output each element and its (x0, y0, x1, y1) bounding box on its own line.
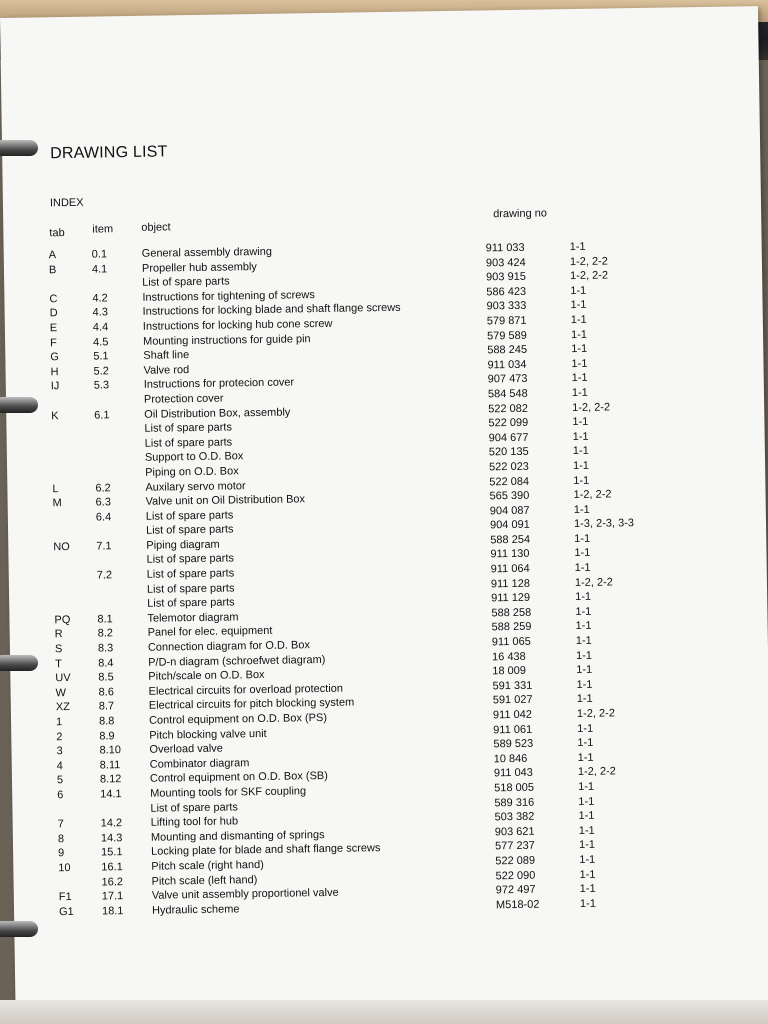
cell-sheets: 1-1 (574, 547, 591, 560)
cell-object: Instructions for protecion cover (143, 376, 295, 392)
cell-item: 6.4 (95, 511, 112, 524)
cell-sheets: 1-1 (577, 722, 594, 735)
cell-drawing-no: 565 390 (489, 489, 530, 503)
cell-item: 4.4 (92, 321, 109, 334)
cell-item: 4.5 (93, 335, 109, 349)
cell-sheets: 1-2, 2-2 (576, 707, 616, 721)
cell-item: 14.2 (100, 817, 123, 830)
cell-drawing-no: 586 423 (486, 285, 527, 299)
cell-item: 14.1 (100, 788, 122, 801)
cell-drawing-no: 903 333 (486, 300, 527, 313)
cell-sheets: 1-1 (570, 284, 587, 297)
cell-sheets: 1-1 (578, 780, 595, 793)
cell-drawing-no: 577 237 (494, 840, 535, 853)
cell-sheets: 1-2, 2-2 (577, 765, 616, 779)
cell-tab: G (50, 351, 59, 364)
cell-sheets: 1-1 (574, 561, 591, 575)
cell-tab: 5 (56, 774, 64, 787)
cell-sheets: 1-1 (575, 649, 593, 662)
cell-tab: K (51, 409, 59, 422)
cell-sheets: 1-1 (572, 415, 589, 429)
cell-item: 6.1 (94, 408, 110, 422)
cell-item: 16.2 (101, 875, 124, 889)
cell-tab: A (48, 249, 57, 262)
cell-object: List of spare parts (150, 800, 238, 815)
cell-tab: F1 (58, 891, 72, 904)
cell-sheets: 1-3, 2-3, 3-3 (573, 517, 635, 531)
cell-drawing-no: 903 621 (494, 825, 535, 839)
cell-tab: 1 (55, 716, 63, 729)
cell-item: 4.1 (91, 262, 108, 276)
cell-drawing-no: 911 061 (493, 723, 533, 736)
cell-tab: C (49, 292, 58, 306)
cell-sheets: 1-1 (577, 751, 594, 764)
cell-object: Connection diagram for O.D. Box (147, 639, 311, 654)
cell-drawing-no: 10 846 (493, 752, 528, 766)
page-title: DRAWING LIST (50, 143, 168, 163)
cell-object: Locking plate for blade and shaft flange screws (151, 842, 381, 859)
cell-tab: G1 (58, 905, 74, 918)
cell-object: Mounting instructions for guide pin (143, 332, 311, 348)
cell-item: 15.1 (101, 846, 123, 859)
cell-item: 8.6 (98, 686, 114, 699)
cell-sheets: 1-1 (578, 839, 596, 852)
cell-object: Shaft line (143, 349, 190, 362)
cell-object: Electrical circuits for overload protection (148, 682, 344, 698)
cell-drawing-no: 911 033 (485, 241, 525, 255)
cell-item: 18.1 (101, 904, 124, 918)
cell-drawing-no: 903 424 (485, 256, 526, 269)
cell-object: Propeller hub assembly (141, 260, 257, 275)
cell-tab: 7 (57, 818, 64, 831)
cell-sheets: 1-1 (575, 620, 592, 633)
cell-item: 8.4 (98, 656, 114, 670)
cell-tab: PQ (54, 613, 71, 627)
cell-object: Protection cover (143, 392, 224, 406)
cell-drawing-no: 588 258 (491, 606, 532, 620)
cell-sheets: 1-1 (577, 736, 594, 750)
cell-drawing-no: 911 130 (490, 548, 530, 561)
cell-object: Lifting tool for hub (150, 815, 239, 829)
cell-tab: UV (55, 672, 71, 685)
cell-item: 8.7 (98, 700, 115, 713)
cell-drawing-no: 520 135 (488, 446, 529, 459)
cell-sheets: 1-1 (571, 357, 588, 370)
cell-object: Auxilary servo motor (145, 479, 246, 494)
cell-sheets: 1-1 (570, 313, 587, 327)
cell-drawing-no: 518 005 (494, 781, 535, 795)
cell-object: Control equipment on O.D. Box (PS) (148, 711, 328, 727)
cell-object: Pitch scale (right hand) (151, 858, 264, 873)
cell-drawing-no: 911 042 (492, 708, 533, 722)
cell-drawing-no: 904 091 (489, 519, 530, 532)
cell-tab: 3 (56, 745, 63, 758)
cell-sheets: 1-1 (569, 240, 586, 254)
cell-drawing-no: 903 915 (486, 270, 526, 284)
cell-drawing-no: 904 087 (489, 504, 530, 518)
cell-sheets: 1-1 (578, 809, 595, 823)
cell-object: Combinator diagram (149, 756, 250, 771)
cell-object: Valve unit on Oil Distribution Box (145, 493, 306, 508)
header-tab: tab (49, 227, 65, 240)
binder-ring (0, 397, 38, 413)
cell-object: Piping on O.D. Box (145, 465, 239, 479)
cell-drawing-no: 522 099 (488, 416, 529, 430)
cell-sheets: 1-1 (570, 299, 587, 312)
cell-object: P/D-n diagram (schroefwet diagram) (148, 653, 326, 669)
cell-sheets: 1-1 (572, 445, 589, 458)
cell-item: 6.2 (95, 481, 111, 495)
cell-object: Pitch scale (left hand) (151, 873, 258, 888)
cell-drawing-no: 522 090 (495, 869, 536, 882)
cell-sheets: 1-1 (573, 474, 590, 487)
cell-sheets: 1-1 (576, 693, 593, 706)
cell-object: Valve unit assembly proportionel valve (151, 886, 339, 902)
cell-drawing-no: 588 254 (490, 533, 531, 547)
cell-sheets: 1-1 (571, 386, 588, 399)
cell-drawing-no: 911 034 (487, 358, 527, 372)
cell-drawing-no: 588 245 (487, 343, 528, 357)
cell-object: General assembly drawing (141, 245, 273, 260)
cell-sheets: 1-1 (571, 372, 588, 385)
cell-sheets: 1-2, 2-2 (572, 400, 611, 414)
cell-tab: 9 (58, 847, 65, 860)
cell-object: List of spare parts (144, 436, 233, 450)
cell-sheets: 1-1 (571, 342, 588, 356)
cell-object: Control equipment on O.D. Box (SB) (149, 770, 328, 786)
cell-tab: NO (53, 540, 70, 554)
cell-object: Overload valve (149, 742, 223, 756)
cell-tab: M (52, 497, 62, 510)
cell-object: List of spare parts (146, 582, 235, 596)
cell-item: 5.2 (93, 365, 109, 378)
cell-item: 7.2 (96, 569, 113, 582)
cell-drawing-no: 579 589 (486, 329, 527, 342)
cell-object: Panel for elec. equipment (147, 625, 273, 640)
cell-sheets: 1-1 (579, 882, 596, 896)
cell-drawing-no: 18 009 (492, 665, 527, 678)
cell-sheets: 1-1 (573, 503, 590, 516)
binder-ring (0, 655, 38, 671)
cell-item: 17.1 (101, 890, 124, 903)
cell-item: 5.3 (93, 379, 110, 392)
cell-tab: 8 (57, 832, 65, 845)
cell-drawing-no: 907 473 (487, 373, 528, 386)
document-page (0, 6, 768, 1022)
cell-tab: 10 (58, 861, 71, 875)
cell-tab: XZ (55, 701, 70, 714)
cell-drawing-no: 591 331 (492, 679, 533, 693)
cell-tab: S (54, 643, 63, 656)
cell-drawing-no: 911 065 (491, 635, 531, 649)
cell-drawing-no: 972 497 (495, 883, 536, 897)
cell-object: List of spare parts (146, 567, 235, 581)
cell-drawing-no: 911 128 (490, 577, 530, 591)
cell-object: Valve rod (143, 363, 190, 377)
cell-drawing-no: 589 316 (494, 796, 535, 809)
cell-sheets: 1-1 (579, 868, 596, 881)
cell-object: List of spare parts (142, 275, 230, 289)
cell-object: Hydraulic scheme (151, 903, 240, 917)
cell-sheets: 1-1 (576, 663, 593, 677)
cell-sheets: 1-2, 2-2 (569, 255, 608, 268)
cell-drawing-no: 522 084 (489, 475, 530, 488)
cell-object: List of spare parts (144, 421, 232, 435)
cell-sheets: 1-1 (574, 532, 591, 545)
cell-tab: H (50, 365, 59, 378)
cell-tab: R (54, 628, 63, 641)
cell-drawing-no: 16 438 (492, 650, 526, 663)
cell-tab: L (52, 482, 59, 495)
binder-ring (0, 921, 38, 937)
cell-object: List of spare parts (147, 596, 235, 611)
cell-object: Electrical circuits for pitch blocking system (148, 696, 355, 713)
cell-object: Pitch blocking valve unit (149, 727, 267, 742)
cell-drawing-no: 904 677 (488, 431, 529, 445)
cell-drawing-no: 584 548 (487, 387, 528, 401)
cell-object: Instructions for tightening of screws (142, 288, 315, 304)
cell-item: 14.3 (100, 831, 123, 845)
cell-item: 8.9 (99, 729, 115, 743)
cell-drawing-no: 911 064 (490, 562, 530, 576)
cell-drawing-no: 522 023 (489, 460, 529, 474)
cell-object: Telemotor diagram (147, 611, 239, 625)
cell-drawing-no: 589 523 (493, 737, 534, 751)
cell-item: 8.1 (97, 613, 113, 626)
cell-sheets: 1-2, 2-2 (573, 488, 612, 502)
cell-item: 8.12 (99, 773, 122, 786)
cell-object: Mounting tools for SKF coupling (150, 785, 307, 800)
cell-sheets: 1-2, 2-2 (574, 576, 613, 589)
cell-item: 7.1 (96, 540, 112, 553)
cell-item: 4.2 (92, 292, 108, 305)
cell-sheets: 1-1 (575, 591, 592, 604)
cell-object: List of spare parts (146, 552, 235, 567)
cell-object: Oil Distribution Box, assembly (144, 406, 291, 421)
cell-tab: W (55, 686, 67, 700)
header-item: item (92, 223, 114, 236)
cell-item: 5.1 (93, 350, 109, 363)
cell-drawing-no: 522 082 (488, 402, 529, 415)
header-object: object (141, 221, 171, 234)
cell-sheets: 1-1 (573, 459, 590, 472)
cell-drawing-no: M518-02 (495, 898, 540, 912)
cell-sheets: 1-1 (578, 795, 595, 808)
cell-drawing-no: 522 089 (495, 854, 536, 868)
page-stack-edge (0, 1000, 768, 1024)
cell-drawing-no: 911 129 (491, 591, 531, 605)
cell-drawing-no: 579 871 (486, 314, 527, 328)
cell-object: Mounting and dismanting of springs (150, 828, 325, 844)
cell-sheets: 1-1 (576, 678, 593, 691)
cell-item: 8.5 (98, 671, 114, 684)
cell-tab: IJ (50, 380, 60, 393)
cell-sheets: 1-1 (572, 430, 589, 443)
cell-object: Piping diagram (146, 538, 220, 552)
header-drawing-no: drawing no (493, 207, 548, 221)
cell-sheets: 1-1 (575, 634, 592, 648)
cell-drawing-no: 503 382 (494, 810, 535, 824)
cell-drawing-no: 588 259 (491, 621, 532, 634)
cell-item: 0.1 (91, 248, 108, 261)
cell-item: 8.11 (99, 758, 121, 772)
cell-tab: F (50, 336, 57, 349)
cell-tab: B (48, 263, 57, 276)
cell-tab: D (49, 307, 58, 320)
cell-sheets: 1-1 (570, 328, 588, 341)
cell-item: 8.8 (98, 715, 115, 728)
cell-tab: T (55, 657, 62, 670)
cell-item: 8.10 (99, 744, 122, 757)
cell-tab: 2 (56, 730, 63, 743)
cell-object: Instructions for locking blade and shaft flange screws (142, 302, 401, 319)
cell-sheets: 1-1 (578, 824, 595, 837)
cell-item: 4.3 (92, 306, 109, 319)
cell-tab: 6 (57, 789, 64, 802)
cell-object: Pitch/scale on O.D. Box (148, 669, 265, 683)
cell-object: List of spare parts (145, 509, 234, 523)
binder-ring (0, 140, 38, 156)
cell-sheets: 1-1 (579, 897, 596, 910)
cell-object: List of spare parts (145, 523, 234, 538)
cell-object: Instructions for locking hub cone screw (142, 317, 333, 333)
cell-sheets: 1-2, 2-2 (570, 269, 609, 283)
cell-drawing-no: 911 043 (493, 767, 533, 780)
drawing-list-table (4, 238, 754, 921)
index-label: INDEX (49, 196, 84, 210)
cell-object: Support to O.D. Box (144, 450, 244, 465)
cell-tab: 4 (56, 759, 63, 772)
cell-tab: E (49, 322, 58, 335)
cell-item: 6.3 (95, 496, 112, 509)
cell-item: 16.1 (101, 861, 123, 874)
cell-item: 8.3 (97, 642, 114, 655)
cell-item: 8.2 (97, 627, 114, 640)
cell-sheets: 1-1 (575, 605, 592, 618)
cell-sheets: 1-1 (579, 853, 596, 866)
cell-drawing-no: 591 027 (492, 694, 533, 707)
